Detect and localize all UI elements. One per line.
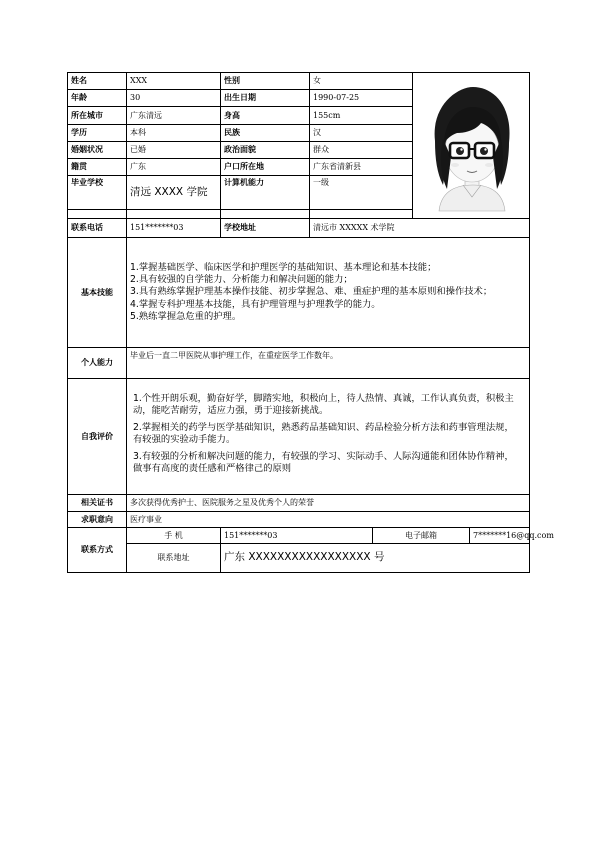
ethnicity-value: 汉 xyxy=(310,125,413,142)
intention-value: 医疗事业 xyxy=(127,512,530,528)
self-eval-list xyxy=(130,391,526,482)
hukou-value: 广东省清新县 xyxy=(310,159,413,176)
mobile-value: 151*******03 xyxy=(221,528,373,544)
resume-table xyxy=(67,72,554,573)
skills-content xyxy=(127,238,530,348)
row-certificates xyxy=(68,495,530,512)
age-label: 年龄 xyxy=(68,90,127,107)
computer-value: 一级 xyxy=(310,176,413,210)
location-label: 所在城市 xyxy=(68,107,127,125)
row-contact-address xyxy=(68,544,530,573)
spacer-cell xyxy=(127,210,221,219)
name-value: XXX xyxy=(127,73,221,90)
address-value: 广东 XXXXXXXXXXXXXXXXX 号 xyxy=(221,544,530,573)
contact-label: 联系方式 xyxy=(68,528,127,573)
school-label: 毕业学校 xyxy=(68,176,127,210)
row-phone xyxy=(68,219,530,238)
age-value: 30 xyxy=(127,90,221,107)
skill-item: 3.具有熟练掌握护理基本操作技能、初步掌握急、难、重症护理的基本原则和操作技术； xyxy=(130,286,493,298)
hukou-label: 户口所在地 xyxy=(221,159,310,176)
email-label: 电子邮箱 xyxy=(373,528,470,544)
skills-label: 基本技能 xyxy=(68,238,127,348)
school-value: 清远 XXXX 学院 xyxy=(127,176,221,210)
skill-item: 2.具有较强的自学能力、分析能力和解决问题的能力； xyxy=(130,274,353,286)
self-eval-item: 1.个性开朗乐观，勤奋好学，脚踏实地，积极向上，待人热情、真诚，工作认真负责，积极主动，能吃苦耐劳，适应力强，勇于迎接新挑战。 xyxy=(133,392,514,416)
marital-value: 已婚 xyxy=(127,142,221,159)
education-value: 本科 xyxy=(127,125,221,142)
birth-label: 出生日期 xyxy=(221,90,310,107)
name-label: 姓名 xyxy=(68,73,127,90)
spacer-cell xyxy=(310,210,413,219)
skill-item: 1.掌握基础医学、临床医学和护理医学的基础知识、基本理论和基本技能； xyxy=(130,262,437,274)
self-eval-item: 2.掌握相关的药学与医学基础知识，熟悉药品基础知识、药品检验分析方法和药事管理法规，有较强的实验动手能力。 xyxy=(133,421,514,445)
row-self-eval xyxy=(68,379,530,495)
marital-label: 婚姻状况 xyxy=(68,142,127,159)
email-value: 7*******16@qq.com xyxy=(470,528,530,544)
phone-label: 联系电话 xyxy=(68,219,127,238)
birth-value: 1990-07-25 xyxy=(310,90,413,107)
row-ability xyxy=(68,348,530,379)
address-label: 联系地址 xyxy=(127,544,221,573)
row-skills xyxy=(68,238,530,348)
origin-value: 广东 xyxy=(127,159,221,176)
mobile-label: 手 机 xyxy=(127,528,221,544)
self-eval-label: 自我评价 xyxy=(68,379,127,495)
height-label: 身高 xyxy=(221,107,310,125)
school-address-value: 清远市 XXXXX 术学院 xyxy=(310,219,530,238)
phone-value: 151*******03 xyxy=(127,219,221,238)
education-label: 学历 xyxy=(68,125,127,142)
skill-item: 5.熟练掌握急危重的护理。 xyxy=(130,310,242,322)
height-value: 155cm xyxy=(310,107,413,125)
skills-list xyxy=(130,262,526,322)
certificates-value: 多次获得优秀护士、医院服务之星及优秀个人的荣誉 xyxy=(127,495,530,512)
spacer-cell xyxy=(221,210,310,219)
row-contact-mobile xyxy=(68,528,530,544)
self-eval-content xyxy=(127,379,530,495)
spacer-cell xyxy=(68,210,127,219)
ability-label: 个人能力 xyxy=(68,348,127,379)
origin-label: 籍贯 xyxy=(68,159,127,176)
school-address-label: 学校地址 xyxy=(221,219,310,238)
gender-value: 女 xyxy=(310,73,413,90)
certificates-label: 相关证书 xyxy=(68,495,127,512)
political-label: 政治面貌 xyxy=(221,142,310,159)
ability-value: 毕业后一直二甲医院从事护理工作，在重症医学工作数年。 xyxy=(127,348,530,379)
computer-label: 计算机能力 xyxy=(221,176,310,210)
skill-item: 4.掌握专科护理基本技能，具有护理管理与护理教学的能力。 xyxy=(130,298,381,310)
location-value: 广东清远 xyxy=(127,107,221,125)
self-eval-item: 3.有较强的分析和解决问题的能力，有较强的学习、实际动手、人际沟通能和团体协作精神，做事有高度的责任感和严格律己的原则 xyxy=(133,451,514,475)
gender-label: 性别 xyxy=(221,73,310,90)
row-name xyxy=(68,73,530,90)
intention-label: 求职意向 xyxy=(68,512,127,528)
profile-photo xyxy=(413,73,530,219)
row-intention xyxy=(68,512,530,528)
cartoon-girl-with-glasses-icon xyxy=(417,81,525,211)
political-value: 群众 xyxy=(310,142,413,159)
ethnicity-label: 民族 xyxy=(221,125,310,142)
